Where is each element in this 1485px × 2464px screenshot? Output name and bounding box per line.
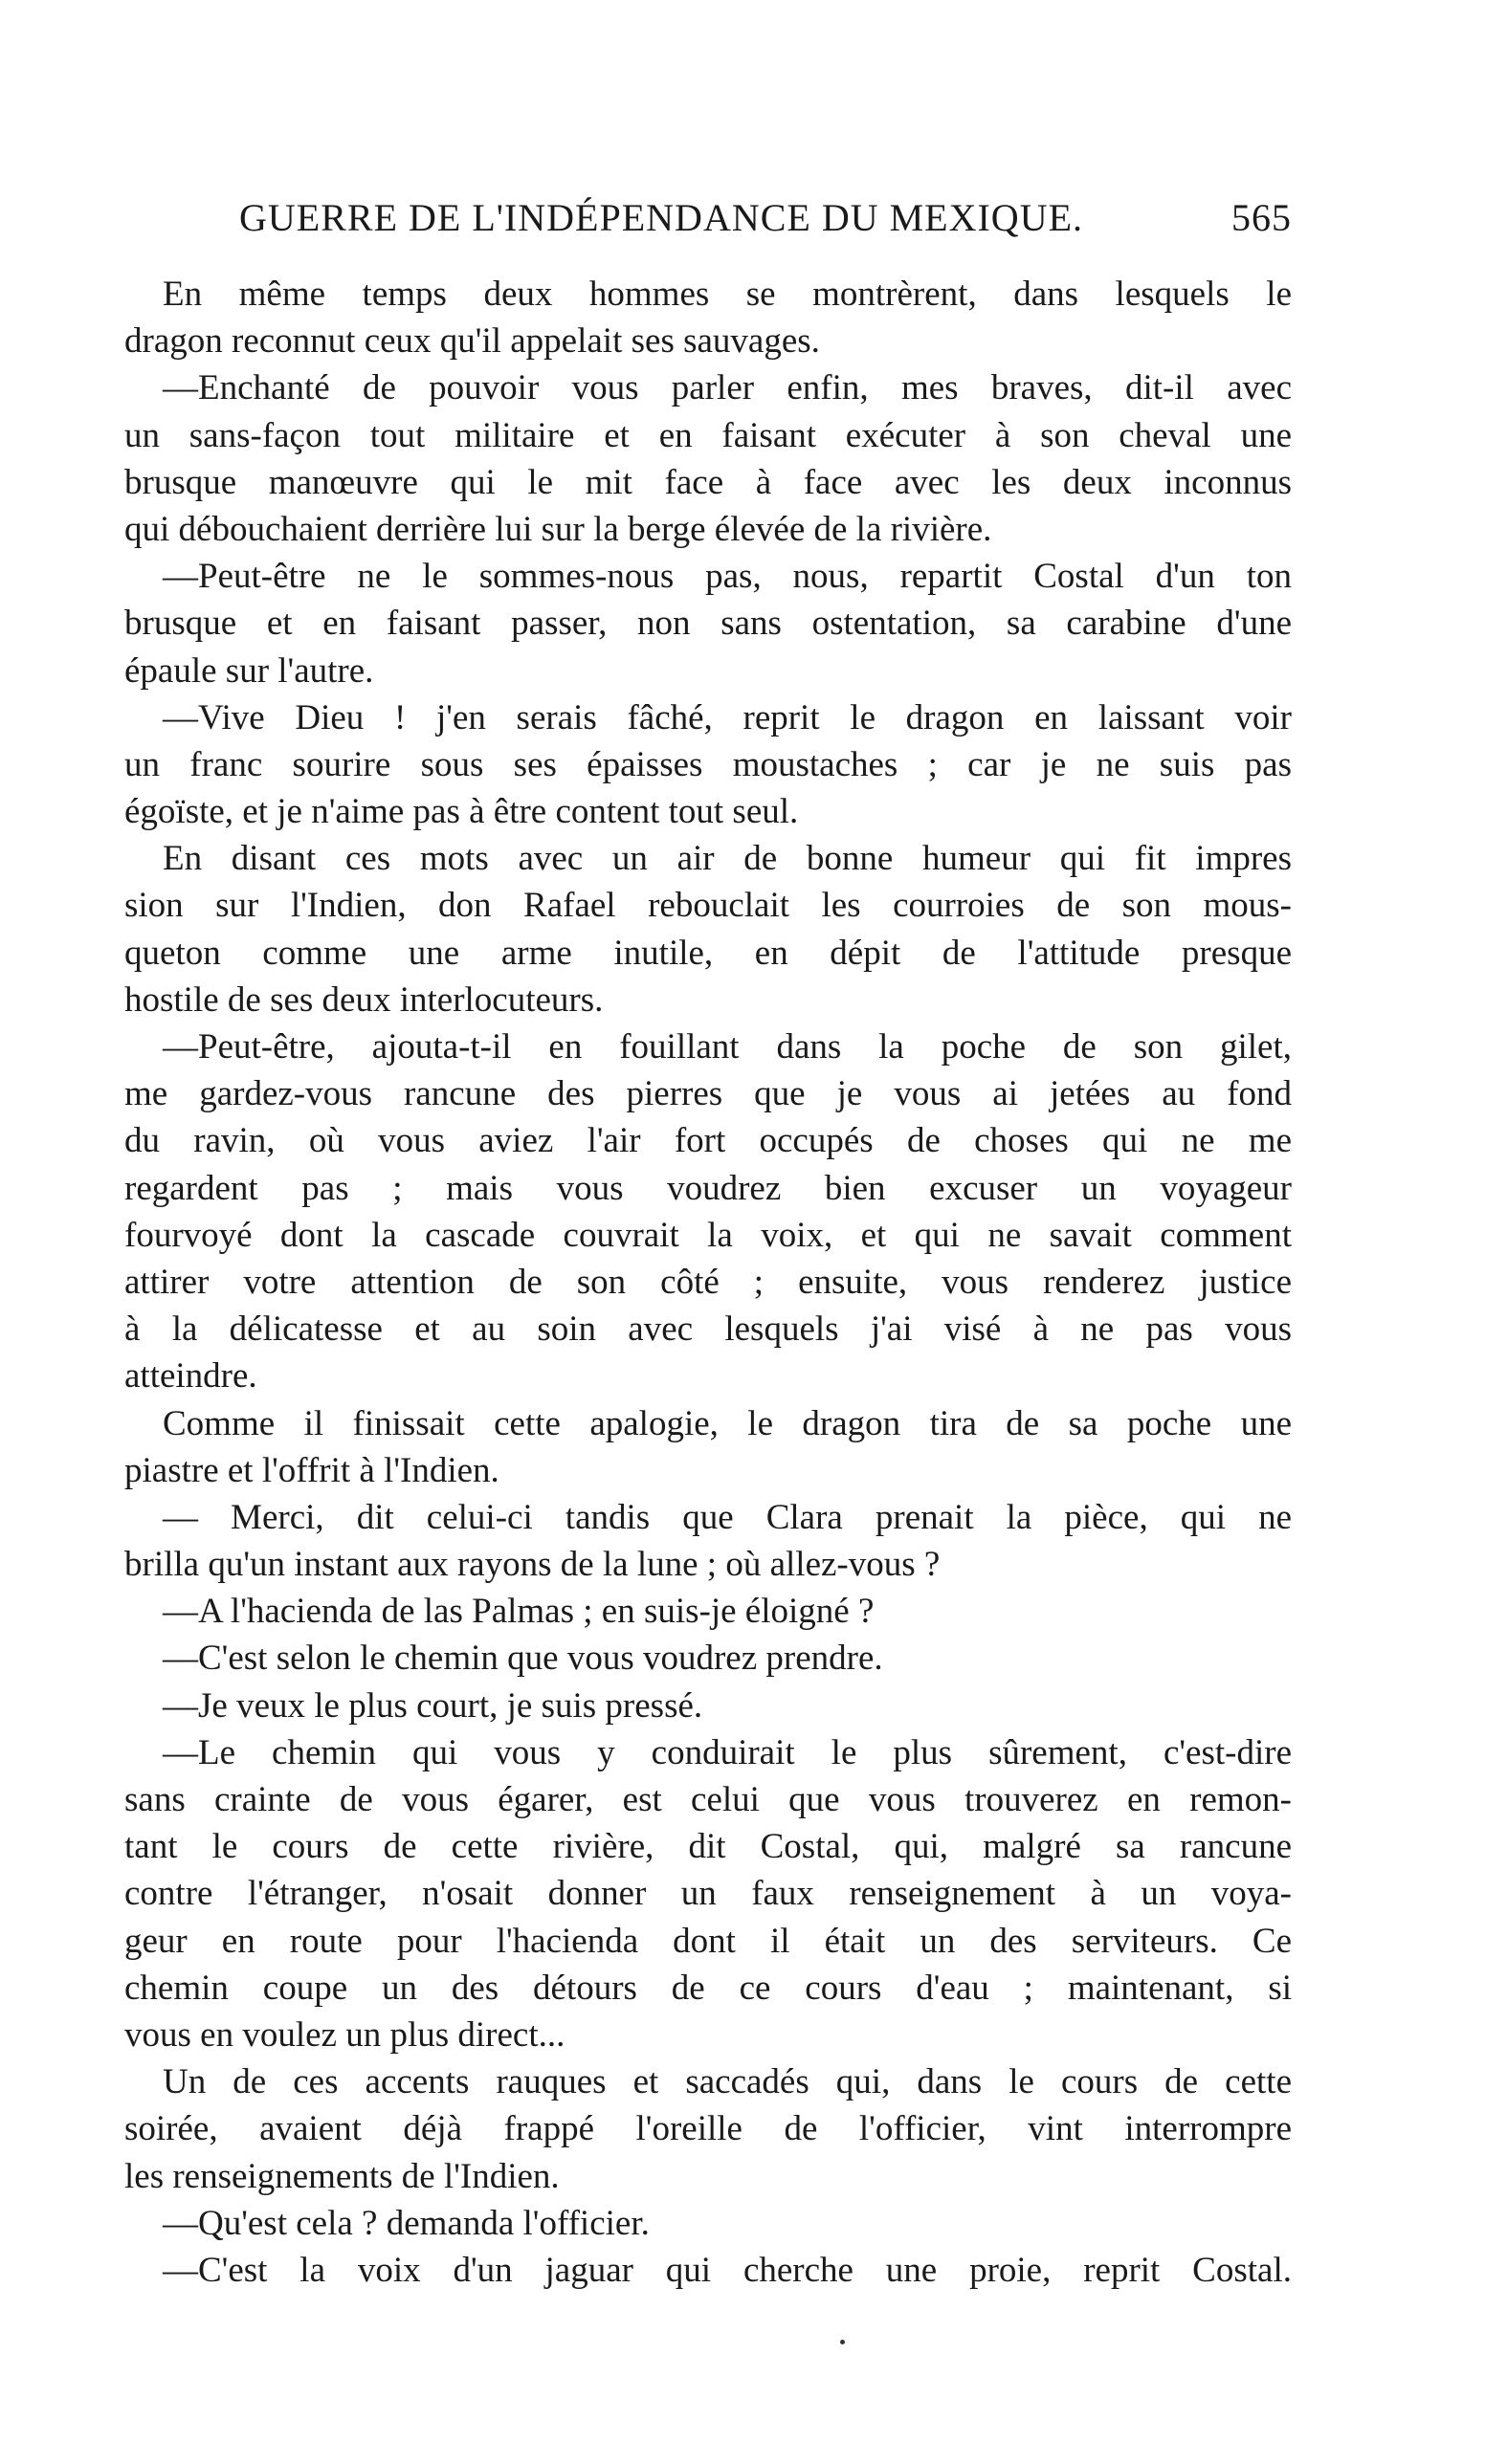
page-number: 565 xyxy=(1231,196,1292,239)
text-line: —Enchanté de pouvoir vous parler enfin, mes braves, dit-il avec xyxy=(163,368,1292,408)
running-head xyxy=(239,195,1292,253)
text-line: du ravin, où vous aviez l'air fort occupés de choses qui ne me xyxy=(124,1121,1292,1161)
text-line: un sans-façon tout militaire et en faisant exécuter à son cheval une xyxy=(124,415,1292,455)
text-line: brilla qu'un instant aux rayons de la lune ; où allez-vous ? xyxy=(124,1545,941,1585)
text-line: Un de ces accents rauques et saccadés qui, dans le cours de cette xyxy=(163,2062,1292,2102)
text-line: dragon reconnut ceux qu'il appelait ses sauvages. xyxy=(124,321,820,362)
running-title: GUERRE DE L'INDÉPENDANCE DU MEXIQUE. xyxy=(239,196,1084,239)
text-line: égoïste, et je n'aime pas à être content tout seul. xyxy=(124,792,799,832)
text-line: —Vive Dieu ! j'en serais fâché, reprit le dragon en laissant voir xyxy=(163,697,1292,737)
text-line: Comme il finissait cette apalogie, le dragon tira de sa poche une xyxy=(163,1403,1292,1443)
text-line: atteindre. xyxy=(124,1356,257,1397)
text-line: hostile de ses deux interlocuteurs. xyxy=(124,979,604,1020)
text-line: fourvoyé dont la cascade couvrait la voix, et qui ne savait comment xyxy=(124,1215,1292,1255)
text-line: regardent pas ; mais vous voudrez bien excuser un voyageur xyxy=(124,1168,1292,1208)
body-text xyxy=(124,271,1292,2294)
text-line: soirée, avaient déjà frappé l'oreille de l'officier, vint interrompre xyxy=(124,2109,1292,2149)
text-line: — Merci, dit celui-ci tandis que Clara prenait la pièce, qui ne xyxy=(163,1497,1292,1537)
text-line: épaule sur l'autre. xyxy=(124,650,374,691)
text-line: brusque manœuvre qui le mit face à face avec les deux inconnus xyxy=(124,462,1292,502)
text-line: —A l'hacienda de las Palmas ; en suis-je éloigné ? xyxy=(163,1592,875,1632)
text-line: me gardez-vous rancune des pierres que je vous ai jetées au fond xyxy=(124,1074,1292,1114)
text-line: —C'est la voix d'un jaguar qui cherche une proie, reprit Costal. xyxy=(163,2250,1292,2290)
text-line: queton comme une arme inutile, en dépit de l'attitude presque xyxy=(124,933,1292,973)
text-line: —Je veux le plus court, je suis pressé. xyxy=(163,1685,703,1726)
text-line: —Peut-être ne le sommes-nous pas, nous, repartit Costal d'un ton xyxy=(163,557,1292,597)
text-line: —Le chemin qui vous y conduirait le plus sûrement, c'est-dire xyxy=(163,1732,1292,1772)
text-line: —Peut-être, ajouta-t-il en fouillant dans la poche de son gilet, xyxy=(163,1027,1292,1067)
text-line: tant le cours de cette rivière, dit Costal, qui, malgré sa rancune xyxy=(124,1827,1292,1867)
text-line: —C'est selon le chemin que vous voudrez prendre. xyxy=(163,1639,883,1679)
text-line: chemin coupe un des détours de ce cours d'eau ; maintenant, si xyxy=(124,1968,1292,2008)
text-line: vous en voulez un plus direct... xyxy=(124,2014,565,2055)
text-line: contre l'étranger, n'osait donner un faux renseignement à un voya- xyxy=(124,1874,1292,1914)
text-line: un franc sourire sous ses épaisses moustaches ; car je ne suis pas xyxy=(124,744,1292,784)
text-line: qui débouchaient derrière lui sur la berge élevée de la rivière. xyxy=(124,509,992,549)
text-line: geur en route pour l'hacienda dont il était un des serviteurs. Ce xyxy=(124,1921,1292,1961)
text-line: piastre et l'offrit à l'Indien. xyxy=(124,1450,499,1490)
text-line: En disant ces mots avec un air de bonne humeur qui fit impres xyxy=(163,839,1292,879)
text-line: sans crainte de vous égarer, est celui que vous trouverez en remon- xyxy=(124,1780,1292,1819)
text-line: les renseignements de l'Indien. xyxy=(124,2156,560,2196)
print-mark xyxy=(840,2340,845,2344)
text-line: En même temps deux hommes se montrèrent, dans lesquels le xyxy=(163,275,1292,314)
text-line: brusque et en faisant passer, non sans ostentation, sa carabine d'une xyxy=(124,604,1292,644)
text-line: à la délicatesse et au soin avec lesquels j'ai visé à ne pas vous xyxy=(124,1309,1292,1350)
text-line: sion sur l'Indien, don Rafael rebouclait les courroies de son mous- xyxy=(124,886,1292,926)
text-line: attirer votre attention de son côté ; ensuite, vous renderez justice xyxy=(124,1262,1292,1302)
text-line: —Qu'est cela ? demanda l'officier. xyxy=(163,2203,650,2243)
